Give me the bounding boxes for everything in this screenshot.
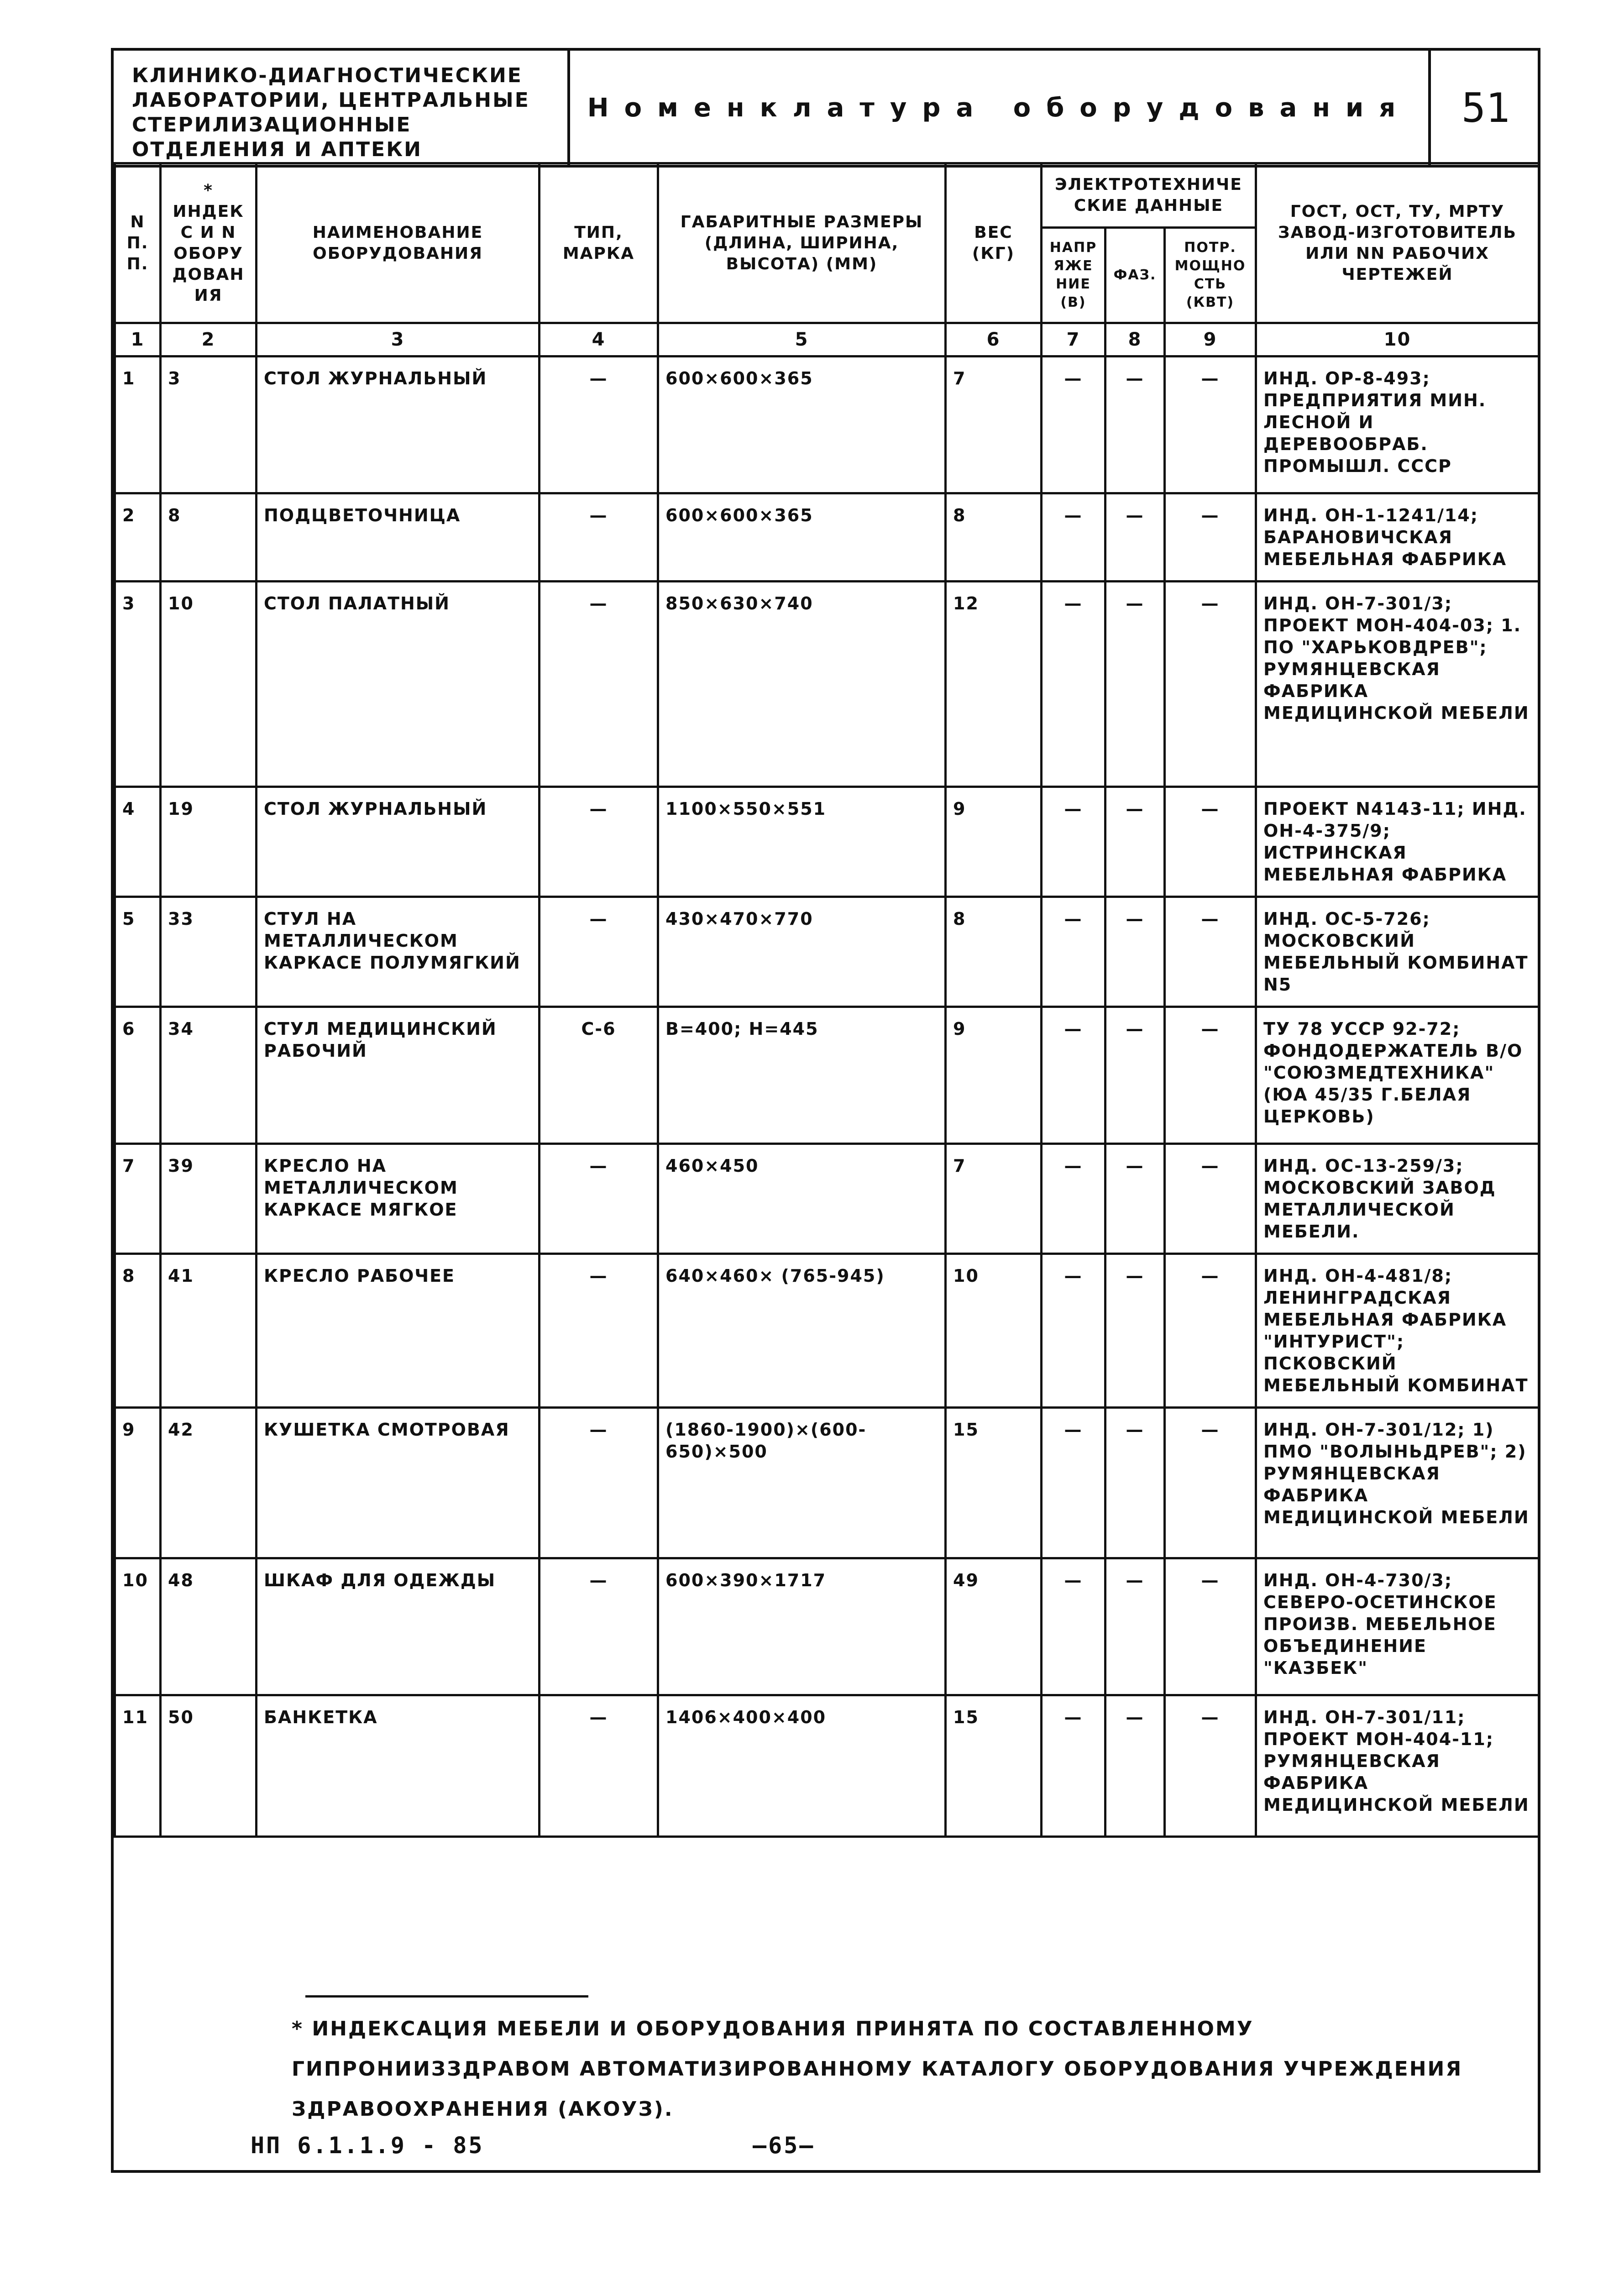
column-number: 8 — [1105, 323, 1165, 357]
cell-ph: — — [1105, 787, 1165, 897]
cell-gost: ИНД. ОН-4-730/3; СЕВЕРО-ОСЕТИНСКОЕ ПРОИЗВ. МЕБЕЛЬНОЕ ОБЪЕДИНЕНИЕ "КАЗБЕК" — [1256, 1558, 1539, 1695]
cell-p: — — [1165, 897, 1256, 1007]
cell-ph: — — [1105, 1408, 1165, 1558]
cell-v: — — [1042, 582, 1105, 787]
cell-v: — — [1042, 897, 1105, 1007]
cell-name: БАНКЕТКА — [257, 1695, 540, 1837]
cell-ph: — — [1105, 1695, 1165, 1837]
cell-gost: ИНД. ОР-8-493; ПРЕДПРИЯТИЯ МИН. ЛЕСНОЙ И ДЕРЕВООБРАБ. ПРОМЫШЛ. СССР — [1256, 357, 1539, 493]
cell-type: — — [540, 582, 658, 787]
cell-n: 11 — [115, 1695, 161, 1837]
table-row — [115, 582, 1539, 787]
cell-idx: 41 — [161, 1254, 257, 1408]
cell-dims: 850×630×740 — [658, 582, 946, 787]
cell-type: — — [540, 897, 658, 1007]
cell-p: — — [1165, 787, 1256, 897]
cell-p: — — [1165, 493, 1256, 582]
column-number: 2 — [161, 323, 257, 357]
section-title: КЛИНИКО-ДИАГНОСТИЧЕСКИЕ ЛАБОРАТОРИИ, ЦЕНТРАЛЬНЫЕ СТЕРИЛИЗАЦИОННЫЕ ОТДЕЛЕНИЯ И АПТЕКИ — [114, 51, 570, 165]
cell-v: — — [1042, 357, 1105, 493]
cell-idx: 50 — [161, 1695, 257, 1837]
cell-dims: 600×600×365 — [658, 357, 946, 493]
cell-weight: 15 — [946, 1408, 1042, 1558]
footnote: * ИНДЕКСАЦИЯ МЕБЕЛИ И ОБОРУДОВАНИЯ ПРИНЯТА ПО СОСТАВЛЕННОМУ ГИПРОНИИЗЗДРАВОМ АВТОМАТИЗИРОВАННОМУ КАТАЛОГУ ОБОРУДОВАНИЯ УЧРЕЖДЕНИЯ ЗДРАВООХРАНЕНИЯ (АКОУЗ). — [292, 2017, 1463, 2121]
cell-ph: — — [1105, 897, 1165, 1007]
cell-gost: ИНД. ОН-1-1241/14; БАРАНОВИЧСКАЯ МЕБЕЛЬНАЯ ФАБРИКА — [1256, 493, 1539, 582]
cell-weight: 9 — [946, 787, 1042, 897]
col-index-header: * ИНДЕКС И N ОБОРУДОВАНИЯ — [161, 163, 257, 323]
cell-dims: 1100×550×551 — [658, 787, 946, 897]
column-number: 6 — [946, 323, 1042, 357]
col-gost-header: ГОСТ, ОСТ, ТУ, МРТУ ЗАВОД-ИЗГОТОВИТЕЛЬ ИЛИ NN РАБОЧИХ ЧЕРТЕЖЕЙ — [1256, 163, 1539, 323]
cell-idx: 33 — [161, 897, 257, 1007]
cell-type: — — [540, 787, 658, 897]
cell-idx: 42 — [161, 1408, 257, 1558]
column-number: 5 — [658, 323, 946, 357]
cell-idx: 39 — [161, 1144, 257, 1254]
cell-idx: 3 — [161, 357, 257, 493]
title-block — [114, 51, 1538, 168]
cell-type: С-6 — [540, 1007, 658, 1144]
table-row — [115, 1408, 1539, 1558]
cell-dims: 430×470×770 — [658, 897, 946, 1007]
cell-n: 8 — [115, 1254, 161, 1408]
cell-weight: 7 — [946, 357, 1042, 493]
table-header-row — [115, 163, 1539, 228]
cell-idx: 34 — [161, 1007, 257, 1144]
cell-dims: 460×450 — [658, 1144, 946, 1254]
cell-n: 5 — [115, 897, 161, 1007]
cell-v: — — [1042, 1695, 1105, 1837]
cell-type: — — [540, 493, 658, 582]
table-row — [115, 1144, 1539, 1254]
cell-type: — — [540, 1408, 658, 1558]
cell-idx: 19 — [161, 787, 257, 897]
cell-name: КРЕСЛО РАБОЧЕЕ — [257, 1254, 540, 1408]
cell-v: — — [1042, 1254, 1105, 1408]
cell-v: — — [1042, 787, 1105, 897]
cell-type: — — [540, 1144, 658, 1254]
cell-gost: ТУ 78 УССР 92-72; ФОНДОДЕРЖАТЕЛЬ В/О "СОЮЗМЕДТЕХНИКА" (ЮА 45/35 Г.БЕЛАЯ ЦЕРКОВЬ) — [1256, 1007, 1539, 1144]
table-row — [115, 1254, 1539, 1408]
table-row — [115, 1007, 1539, 1144]
footnote-rule — [305, 1995, 588, 1998]
cell-type: — — [540, 1254, 658, 1408]
cell-idx: 10 — [161, 582, 257, 787]
cell-p: — — [1165, 1408, 1256, 1558]
column-number: 10 — [1256, 323, 1539, 357]
cell-weight: 12 — [946, 582, 1042, 787]
cell-type: — — [540, 357, 658, 493]
cell-weight: 49 — [946, 1558, 1042, 1695]
cell-name: КРЕСЛО НА МЕТАЛЛИЧЕСКОМ КАРКАСЕ МЯГКОЕ — [257, 1144, 540, 1254]
cell-gost: ИНД. ОН-7-301/11; ПРОЕКТ МОН-404-11; РУМЯНЦЕВСКАЯ ФАБРИКА МЕДИЦИНСКОЙ МЕБЕЛИ — [1256, 1695, 1539, 1837]
document-title: Номенклатура оборудования — [587, 93, 1411, 123]
column-number: 7 — [1042, 323, 1105, 357]
cell-p: — — [1165, 1144, 1256, 1254]
cell-name: КУШЕТКА СМОТРОВАЯ — [257, 1408, 540, 1558]
cell-ph: — — [1105, 582, 1165, 787]
cell-name: СТОЛ ПАЛАТНЫЙ — [257, 582, 540, 787]
table-row — [115, 493, 1539, 582]
col-electro-header: ЭЛЕКТРОТЕХНИЧЕСКИЕ ДАННЫЕ — [1042, 163, 1256, 228]
equipment-table — [114, 162, 1540, 1838]
col-phase-header: ФАЗ. — [1105, 228, 1165, 323]
table-row — [115, 357, 1539, 493]
cell-p: — — [1165, 1007, 1256, 1144]
cell-gost: ИНД. ОН-4-481/8; ЛЕНИНГРАДСКАЯ МЕБЕЛЬНАЯ ФАБРИКА "ИНТУРИСТ"; ПСКОВСКИЙ МЕБЕЛЬНЫЙ КОМБИНАТ — [1256, 1254, 1539, 1408]
cell-weight: 15 — [946, 1695, 1042, 1837]
table-row — [115, 1695, 1539, 1837]
footer — [114, 1913, 1538, 2170]
cell-name: ШКАФ ДЛЯ ОДЕЖДЫ — [257, 1558, 540, 1695]
cell-n: 2 — [115, 493, 161, 582]
cell-idx: 8 — [161, 493, 257, 582]
cell-v: — — [1042, 1144, 1105, 1254]
cell-weight: 8 — [946, 493, 1042, 582]
cell-gost: ИНД. ОН-7-301/3; ПРОЕКТ МОН-404-03; 1. ПО "ХАРЬКОВДРЕВ"; РУМЯНЦЕВСКАЯ ФАБРИКА МЕДИЦИНСКОЙ МЕБЕЛИ — [1256, 582, 1539, 787]
cell-ph: — — [1105, 1144, 1165, 1254]
cell-ph: — — [1105, 1007, 1165, 1144]
cell-p: — — [1165, 357, 1256, 493]
cell-weight: 7 — [946, 1144, 1042, 1254]
table-row — [115, 897, 1539, 1007]
cell-v: — — [1042, 1558, 1105, 1695]
column-number: 3 — [257, 323, 540, 357]
cell-p: — — [1165, 1254, 1256, 1408]
col-weight-header: ВЕС (КГ) — [946, 163, 1042, 323]
cell-n: 1 — [115, 357, 161, 493]
cell-gost: ИНД. ОС-13-259/3; МОСКОВСКИЙ ЗАВОД МЕТАЛЛИЧЕСКОЙ МЕБЕЛИ. — [1256, 1144, 1539, 1254]
col-dims-header: ГАБАРИТНЫЕ РАЗМЕРЫ (ДЛИНА, ШИРИНА, ВЫСОТА) (ММ) — [658, 163, 946, 323]
column-number: 1 — [115, 323, 161, 357]
column-number: 4 — [540, 323, 658, 357]
cell-gost: ПРОЕКТ N4143-11; ИНД. ОН-4-375/9; ИСТРИНСКАЯ МЕБЕЛЬНАЯ ФАБРИКА — [1256, 787, 1539, 897]
cell-v: — — [1042, 1408, 1105, 1558]
col-voltage-header: НАПРЯЖЕНИЕ (В) — [1042, 228, 1105, 323]
cell-weight: 9 — [946, 1007, 1042, 1144]
cell-dims: 1406×400×400 — [658, 1695, 946, 1837]
cell-dims: 600×390×1717 — [658, 1558, 946, 1695]
cell-v: — — [1042, 493, 1105, 582]
cell-n: 10 — [115, 1558, 161, 1695]
sheet-number: 51 — [1428, 51, 1540, 165]
cell-ph: — — [1105, 1558, 1165, 1695]
cell-weight: 8 — [946, 897, 1042, 1007]
document-sheet — [111, 48, 1540, 2173]
cell-dims: (1860-1900)×(600-650)×500 — [658, 1408, 946, 1558]
col-num-header: N П.П. — [115, 163, 161, 323]
cell-type: — — [540, 1695, 658, 1837]
cell-n: 7 — [115, 1144, 161, 1254]
col-type-header: ТИП, МАРКА — [540, 163, 658, 323]
col-name-header: НАИМЕНОВАНИЕ ОБОРУДОВАНИЯ — [257, 163, 540, 323]
cell-n: 6 — [115, 1007, 161, 1144]
column-number-row — [115, 323, 1539, 357]
cell-name: СТУЛ НА МЕТАЛЛИЧЕСКОМ КАРКАСЕ ПОЛУМЯГКИЙ — [257, 897, 540, 1007]
cell-dims: 600×600×365 — [658, 493, 946, 582]
column-number: 9 — [1165, 323, 1256, 357]
cell-n: 4 — [115, 787, 161, 897]
cell-ph: — — [1105, 1254, 1165, 1408]
cell-ph: — — [1105, 357, 1165, 493]
table-row — [115, 787, 1539, 897]
cell-n: 3 — [115, 582, 161, 787]
cell-name: СТУЛ МЕДИЦИНСКИЙ РАБОЧИЙ — [257, 1007, 540, 1144]
col-power-header: ПОТР. МОЩНОСТЬ (КВТ) — [1165, 228, 1256, 323]
cell-gost: ИНД. ОН-7-301/12; 1) ПМО "ВОЛЫНЬДРЕВ"; 2) РУМЯНЦЕВСКАЯ ФАБРИКА МЕДИЦИНСКОЙ МЕБЕЛИ — [1256, 1408, 1539, 1558]
cell-n: 9 — [115, 1408, 161, 1558]
cell-type: — — [540, 1558, 658, 1695]
page-number: —65— — [753, 2132, 815, 2159]
document-code: НП 6.1.1.9 - 85 — [251, 2132, 484, 2159]
table-row — [115, 1558, 1539, 1695]
cell-idx: 48 — [161, 1558, 257, 1695]
cell-p: — — [1165, 582, 1256, 787]
cell-dims: 640×460× (765-945) — [658, 1254, 946, 1408]
cell-gost: ИНД. ОС-5-726; МОСКОВСКИЙ МЕБЕЛЬНЫЙ КОМБИНАТ N5 — [1256, 897, 1539, 1007]
cell-dims: В=400; Н=445 — [658, 1007, 946, 1144]
cell-p: — — [1165, 1558, 1256, 1695]
cell-v: — — [1042, 1007, 1105, 1144]
cell-name: ПОДЦВЕТОЧНИЦА — [257, 493, 540, 582]
cell-weight: 10 — [946, 1254, 1042, 1408]
cell-name: СТОЛ ЖУРНАЛЬНЫЙ — [257, 357, 540, 493]
cell-name: СТОЛ ЖУРНАЛЬНЫЙ — [257, 787, 540, 897]
cell-ph: — — [1105, 493, 1165, 582]
cell-p: — — [1165, 1695, 1256, 1837]
